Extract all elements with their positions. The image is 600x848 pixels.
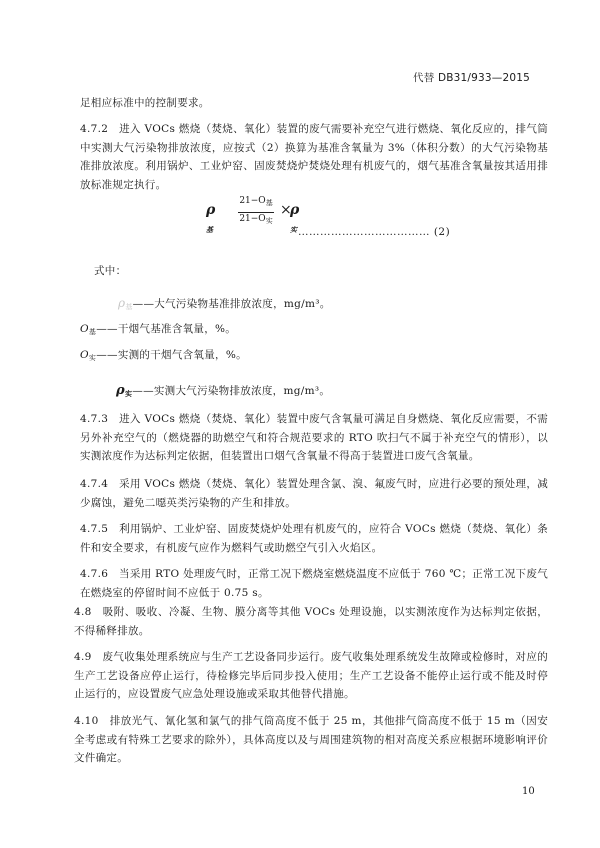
clause-4-8: 4.8 吸附、吸收、冷凝、生物、膜分离等其他 VOCs 处理设施，以实测浓度作为达标判定依据，不得稀释排放。 [74,606,548,637]
clause-4-10: 4.10 排放光气、氰化氢和氯气的排气筒高度不低于 25 m，其他排气筒高度不低于 15 m（因安全考虑或有特殊工艺要求的除外），具体高度以及与周围建筑物的相对高度关系应根据环境影响评价文件确定。 [74,715,548,764]
page-number: 10 [522,786,535,797]
where-label: 式中： [94,265,127,277]
formula-rho-measured: $\rho_实$ [290,202,300,234]
formula-times: × [280,202,292,218]
fraction-bar [238,212,274,213]
definition-o-measured: $O_实——$实测的干烟气含氧量，%。 [80,349,247,362]
definition-rho-base: $\rho_基——$大气污染物基准排放浓度，mg/m³。 [118,296,331,311]
clause-4-7-4: 4.7.4 采用 VOCs 燃烧（焚烧、氧化）装置处理含氯、溴、氟废气时，应进行必要的预处理，减少腐蚀，避免二噁英类污染物的产生和排放。 [80,478,548,509]
continuation-paragraph: 足相应标准中的控制要求。 [80,97,210,109]
document-reference: 代替 DB31/933—2015 [413,72,530,84]
clause-4-7-5: 4.7.5 利用锅炉、工业炉窑、固废焚烧炉处理有机废气的，应符合 VOCs 燃烧（焚烧、氧化）条件和安全要求，有机废气应作为燃料气或助燃空气引入火焰区。 [80,523,548,554]
clause-4-7-2: 4.7.2 进入 VOCs 燃烧（焚烧、氧化）装置的废气需要补充空气进行燃烧、氧化反应的，排气筒中实测大气污染物排放浓度，应按式（2）换算为基准含氧量为 3%（体积分数）的大气污染物基准排放浓度。利用锅炉、工业炉窑、固废焚烧炉焚烧处理有机废气的，烟气基准含氧量按其适用排放标准规定执行。 [80,123,548,191]
definition-rho-measured: $\rho_实——$实测大气污染物排放浓度，mg/m³。 [116,383,331,398]
definition-o-base: $O_基——$干烟气基准含氧量，%。 [80,323,237,336]
formula-denominator: $21-O_实$ [239,214,273,225]
clause-4-7-3: 4.7.3 进入 VOCs 燃烧（焚烧、氧化）装置中废气含氧量可满足自身燃烧、氧化反应需要，不需另外补充空气的（燃烧器的助燃空气和符合规范要求的 RTO 吹扫气不属于补充空气的情形），以实测浓度作为达标判定依据，但装置出口烟气含氧量不得高于装置进口废气含氧量。 [80,413,548,462]
clause-4-7-6: 4.7.6 当采用 RTO 处理废气时，正常工况下燃烧室燃烧温度不应低于 760 ℃；正常工况下废气在燃烧室的停留时间不应低于 0.75 s。 [80,568,548,599]
clause-4-9: 4.9 废气收集处理系统应与生产工艺设备同步运行。废气收集处理系统发生故障或检修时，对应的生产工艺设备应停止运行，待检修完毕后同步投入使用；生产工艺设备不能停止运行或不能及时停止运行的，应设置废气应急处理设施或采取其他替代措施。 [74,651,548,700]
formula-number: ……………………………… (2) [298,226,451,238]
formula-rho-base: $\rho_基$ [206,202,216,234]
formula-numerator: $21-O_基$ [239,196,273,207]
